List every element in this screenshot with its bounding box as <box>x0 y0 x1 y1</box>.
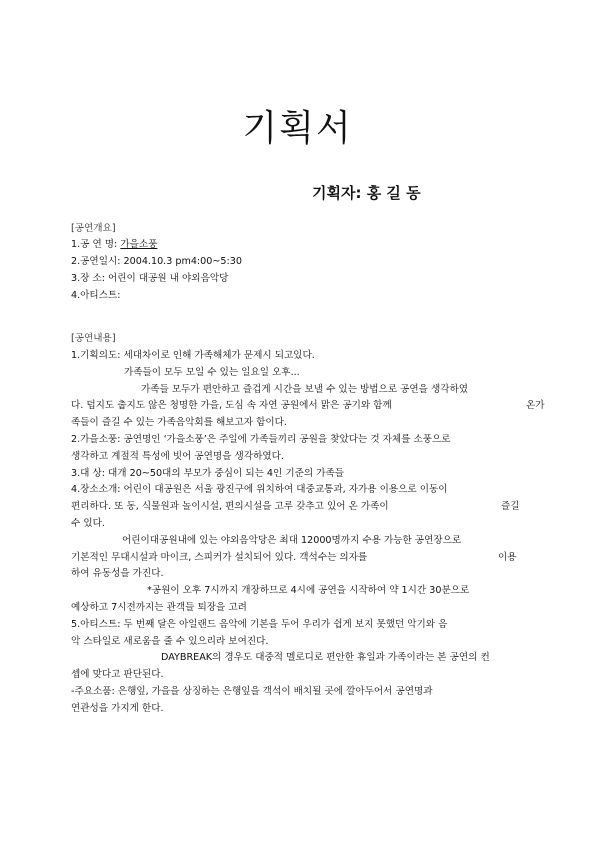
section-header-content: [공연내용] <box>71 333 116 344</box>
content-line: 셉에 맞다고 판단된다. <box>71 669 164 680</box>
content-line: 족들이 즐길 수 있는 가족음악회를 해보고자 함이다. <box>71 417 287 428</box>
content-line: -주요소품: 은행잎, 가을을 상징하는 은행잎을 객석이 배치될 곳에 깔아두어서 공연명과 <box>71 686 433 697</box>
content-line: 하여 유동성을 가진다. <box>71 568 164 579</box>
content-line: 5.아티스트: 두 번째 달은 아일랜드 음악에 기본을 두어 우리가 쉽게 보지 못했던 악기와 음 <box>71 619 448 630</box>
content-line: DAYBREAK의 경우도 대중적 멜로디로 편안한 휴일과 가족이라는 본 공연의 컨 <box>161 652 490 663</box>
performance-name-value: 가을소풍 <box>120 239 158 250</box>
content-line: 수 있다. <box>71 518 105 529</box>
performance-date: 2.공연일시: 2004.10.3 pm4:00~5:30 <box>71 256 242 267</box>
content-line: 악 스타일로 새로움을 줄 수 있으리라 보여진다. <box>71 636 269 647</box>
content-line: 3.대 상: 대개 20~50대의 부모가 중심이 되는 4인 기준의 가족들 <box>71 468 345 479</box>
content-line: 연관성을 가지게 한다. <box>71 703 164 714</box>
content-line: 즐길 <box>501 501 520 512</box>
content-line: 가족들이 모두 모일 수 있는 일요일 오후... <box>124 367 300 378</box>
content-line: 이용 <box>498 552 517 563</box>
content-line: 1.기획의도: 세대차이로 인해 가족해체가 문제시 되고있다. <box>71 350 315 361</box>
section-header-overview: [공연개요] <box>71 223 116 234</box>
content-line: 편리하다. 또 동, 식물원과 놀이시설, 편의시설을 고루 갖추고 있어 온 가족이 <box>71 501 389 512</box>
document-title: 기획서 <box>242 108 353 149</box>
performance-name-label: 1.공 연 명: <box>71 239 118 250</box>
content-line: 다. 덥지도 춥지도 않은 청명한 가을, 도심 속 자연 공원에서 맑은 공기와 함께 <box>71 400 392 411</box>
content-line: 2.가을소풍: 공연명인 ‘가을소풍’은 주일에 가족들끼리 공원을 찾았다는 것 자체를 소풍으로 <box>71 434 451 445</box>
content-line: *공원이 오후 7시까지 개장하므로 4시에 공연을 시작하여 약 1시간 30분으로 <box>147 585 470 596</box>
content-line: 생각하고 계절적 특성에 빗어 공연명을 생각하였다. <box>71 451 284 462</box>
performance-place: 3.장 소: 어린이 대공원 내 야외음악당 <box>71 273 229 284</box>
content-line: 기본적인 무대시설과 마이크, 스피커가 설치되어 있다. 객석수는 의자를 <box>71 552 368 563</box>
content-line: 어린이대공원내에 있는 야외음악당은 최대 12000명까지 수용 가능한 공연장으로 <box>122 535 462 546</box>
performance-name-row <box>71 239 157 251</box>
author-line: 기획자: 홍 길 동 <box>312 184 421 202</box>
content-line: 4.장소소개: 어린이 대공원은 서울 광진구에 위치하여 대중교통과, 자가용 이용으로 이동이 <box>71 484 448 495</box>
content-line: 예상하고 7시전까지는 관객들 퇴장을 고려 <box>71 602 247 613</box>
performance-artist: 4.아티스트: <box>71 290 121 301</box>
content-line: 가족들 모두가 편안하고 즐겁게 시간을 보낼 수 있는 방법으로 공연을 생각하였 <box>141 384 469 395</box>
content-line: 온가 <box>526 400 545 411</box>
